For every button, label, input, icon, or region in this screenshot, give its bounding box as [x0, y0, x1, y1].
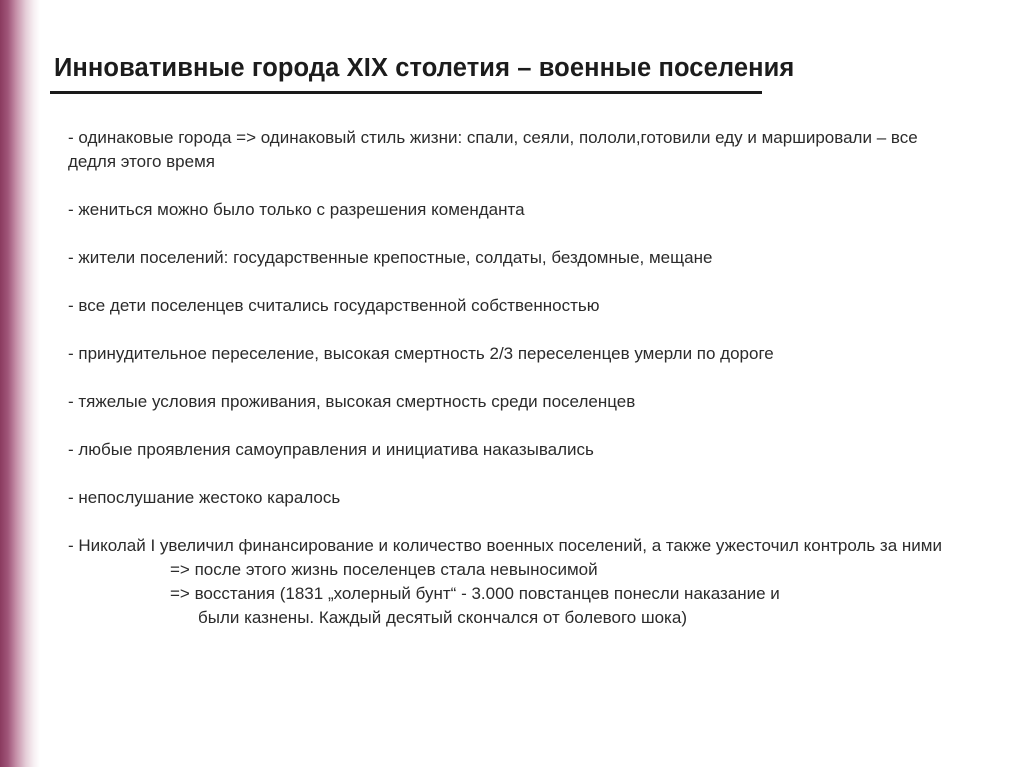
bullet-item-text: - Николай I увеличил финансирование и количество военных поселений, а также ужесточил контроль за ними [68, 536, 942, 555]
bullet-item: - любые проявления самоуправления и инициатива наказывались [68, 440, 594, 459]
bullet-item: - все дети поселенцев считались государственной собственностью [68, 296, 600, 315]
bullet-item: - жители поселений: государственные крепостные, солдаты, бездомные, мещане [68, 248, 713, 267]
title-underline [50, 91, 762, 94]
consequence-line: => после этого жизнь поселенцев стала невыносимой [170, 560, 598, 579]
bullet-item-nicholas [68, 534, 968, 630]
slide-body [68, 126, 968, 630]
bullet-item: - одинаковые города => одинаковый стиль жизни: спали, сеяли, пололи,готовили еду и маршировали – все дедля этого время [68, 128, 918, 171]
slide-title: Инновативные города XIX столетия – военные поселения [54, 54, 795, 82]
bullet-item: - непослушание жестоко каралось [68, 488, 341, 507]
bullet-item: - принудительное переселение, высокая смертность 2/3 переселенцев умерли по дороге [68, 344, 774, 363]
decorative-left-band [0, 0, 40, 767]
bullet-item: - тяжелые условия проживания, высокая смертность среди поселенцев [68, 392, 636, 411]
consequence-line-continuation: были казнены. Каждый десятый скончался от болевого шока) [198, 608, 687, 627]
consequence-line: => восстания (1831 „холерный бунт“ - 3.000 повстанцев понесли наказание и [170, 584, 780, 603]
bullet-item: - жениться можно было только с разрешения коменданта [68, 200, 525, 219]
